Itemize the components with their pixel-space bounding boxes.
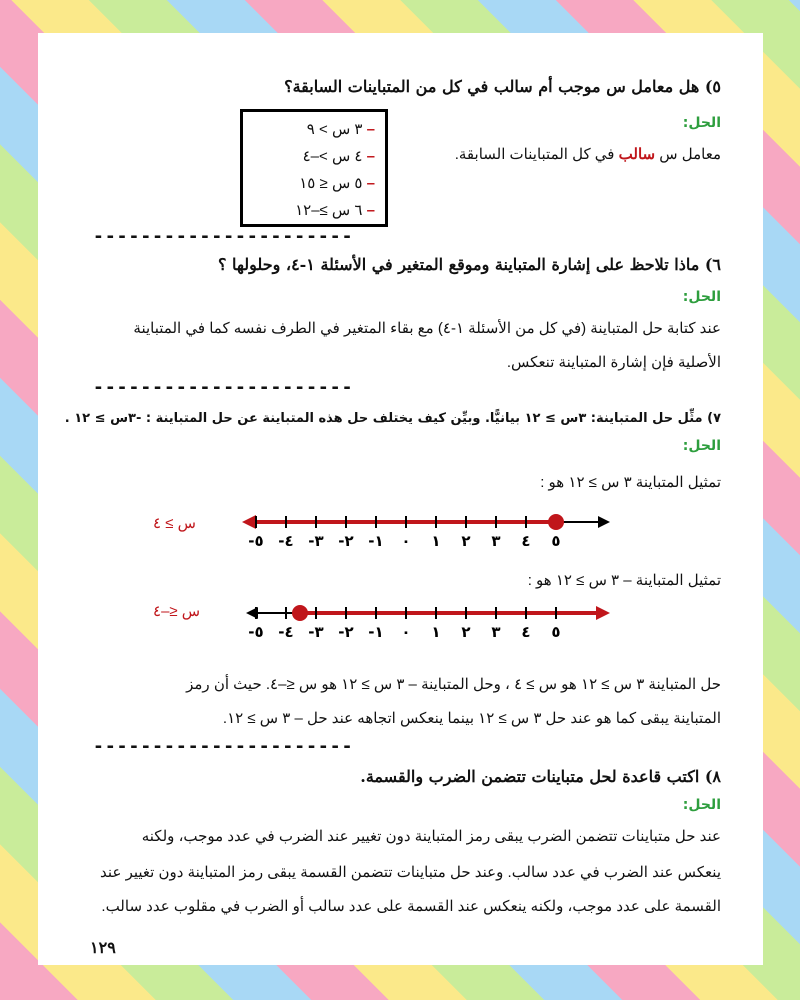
solution-label-8: الحل:	[682, 797, 721, 813]
answer-5-post: في كل المتباينات السابقة.	[454, 146, 615, 163]
box-row: – ٥ س ≤ ١٥	[299, 175, 375, 192]
tick-label: ٣-	[308, 623, 324, 641]
tick-label: ٣	[491, 532, 501, 550]
tick-label: ٤	[521, 623, 531, 641]
separator: ----------------------	[93, 736, 354, 757]
solution-label-7: الحل:	[682, 438, 721, 454]
tick-label: ٥-	[248, 623, 264, 641]
number-line-1	[238, 505, 618, 555]
tick-label: ٢-	[338, 532, 354, 550]
tick-label: ٤-	[278, 623, 294, 641]
solution-label-6: الحل:	[682, 289, 721, 305]
textbook-page	[38, 33, 763, 965]
tick-label: ١	[431, 532, 441, 550]
question-6: ٦) ماذا تلاحظ على إشارة المتباينة وموقع المتغير في الأسئلة ١-٤، وحلولها ؟	[217, 255, 721, 274]
answer-6-line2: الأصلية فإن إشارة المتباينة تنعكس.	[506, 354, 721, 371]
separator: ----------------------	[93, 377, 354, 398]
question-5: ٥) هل معامل س موجب أم سالب في كل من المتباينات السابقة؟	[284, 77, 721, 96]
box-row: – ٦ س ≥–١٢	[295, 202, 375, 219]
tick-label: ١	[431, 623, 441, 641]
tick-label: ٤	[521, 532, 531, 550]
tick-label: ٥	[551, 623, 561, 641]
question-8: ٨) اكتب قاعدة لحل متباينات تتضمن الضرب والقسمة.	[360, 767, 721, 786]
answer-5-pre: معامل س	[659, 146, 721, 163]
answer-8-line1: عند حل متباينات تتضمن الضرب يبقى رمز المتباينة دون تغيير عند الضرب في عدد موجب، ولكنه	[141, 828, 721, 845]
number-line-2	[238, 598, 618, 648]
tick-label: ٢	[461, 532, 471, 550]
closed-point-neg-4	[292, 605, 308, 621]
inequalities-box	[240, 109, 388, 227]
tick-label: ١-	[368, 532, 384, 550]
tick-label: ٥	[551, 532, 561, 550]
tick-label: ١-	[368, 623, 384, 641]
arrow-head-right	[598, 516, 610, 528]
box-row: – ٤ س >–٤	[302, 148, 375, 165]
answer-8-line2: ينعكس عند الضرب في عدد سالب. وعند حل متباينات تتضمن القسمة يبقى رمز المتباينة دون تغيير عند	[100, 864, 721, 881]
tick-label: ٥-	[248, 532, 264, 550]
tick-label: ٣	[491, 623, 501, 641]
tick-label: ٢-	[338, 623, 354, 641]
representation-2-title: تمثيل المتباينة – ٣ س ≥ ١٢ هو :	[527, 572, 721, 589]
answer-5	[455, 145, 721, 163]
solution-arrow-left	[242, 515, 256, 529]
solution-arrow-right	[596, 606, 610, 620]
tick-label: ٤-	[278, 532, 294, 550]
separator: ----------------------	[93, 226, 354, 247]
box-row: – ٣ س > ٩	[306, 121, 375, 138]
page-number: ١٢٩	[90, 938, 116, 957]
tick-label: ٠	[401, 532, 411, 550]
representation-1-title: تمثيل المتباينة ٣ س ≥ ١٢ هو :	[540, 474, 721, 491]
conclusion-7-line2: المتباينة يبقى كما هو عند حل ٣ س ≥ ١٢ بينما ينعكس اتجاهه عند حل – ٣ س ≥ ١٢.	[222, 710, 721, 727]
question-7: ٧) مثِّل حل المتباينة: ٣س ≥ ١٢ بيانيًّا. وبيِّن كيف يختلف حل هذه المتباينة عن حل المتباينة : -٣س ≥ ١٢ .	[64, 411, 721, 426]
conclusion-7-line1: حل المتباينة ٣ س ≥ ١٢ هو س ≥ ٤ ، وحل المتباينة – ٣ س ≥ ١٢ هو س ≤–٤. حيث أن رمز	[186, 676, 721, 693]
solution-label-5: الحل:	[682, 115, 721, 131]
answer-5-word: سالب	[618, 146, 656, 163]
tick-label: ٣-	[308, 532, 324, 550]
representation-1-label: س ≥ ٤	[153, 515, 196, 532]
answer-6-line1: عند كتابة حل المتباينة (في كل من الأسئلة ١-٤) مع بقاء المتغير في الطرف نفسه كما في المتباينة	[133, 320, 721, 337]
tick-label: ٠	[401, 623, 411, 641]
answer-8-line3: القسمة على عدد موجب، ولكنه ينعكس عند القسمة على عدد سالب أو الضرب في مقلوب عدد سالب.	[101, 898, 721, 915]
representation-2-label: س ≤–٤	[153, 603, 201, 620]
tick-label: ٢	[461, 623, 471, 641]
closed-point-4	[548, 514, 564, 530]
